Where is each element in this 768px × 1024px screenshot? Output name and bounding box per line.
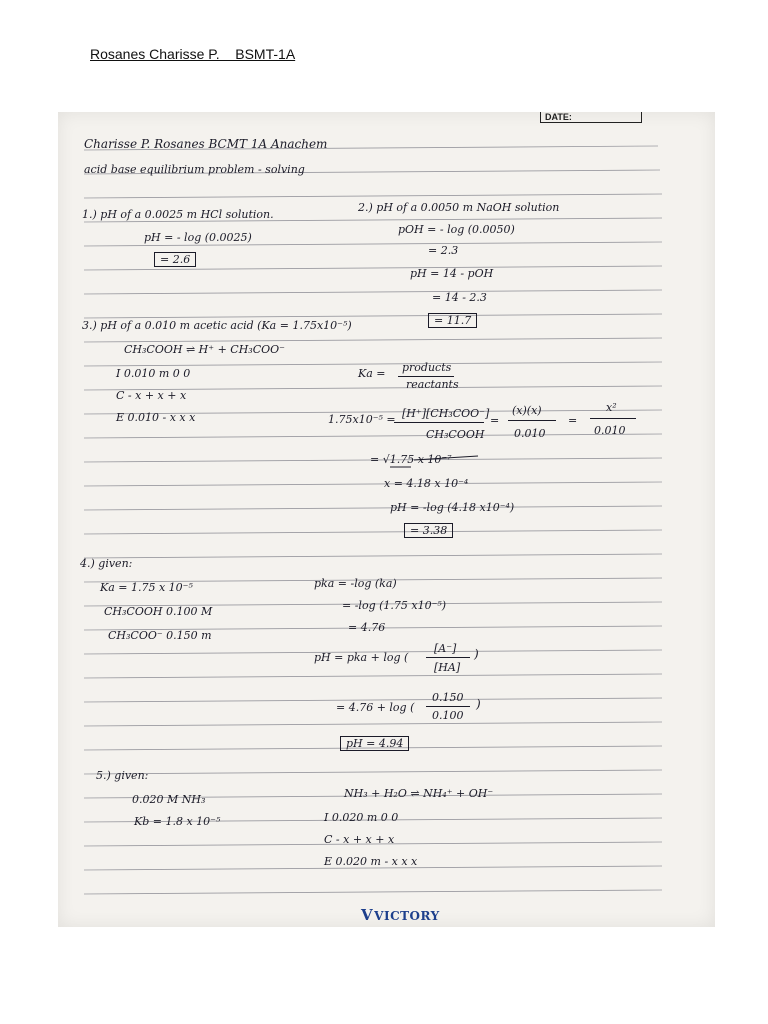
problem-4-step-5-close: ): [476, 697, 481, 711]
problem-5-reaction: NH₃ + H₂O ⇌ NH₄⁺ + OH⁻: [344, 787, 494, 800]
problem-5-ice-change: C - x + x + x: [324, 833, 395, 846]
equation-right-fraction-bar: [590, 418, 636, 419]
problem-2-step-2: = 2.3: [428, 244, 459, 257]
ka-label: Ka =: [358, 367, 386, 380]
victory-v-icon: V: [361, 906, 374, 924]
document-header: Rosanes Charisse P. BSMT-1A: [90, 46, 296, 62]
equation-numerator: [H⁺][CH₃COO⁻]: [402, 407, 490, 420]
equation-mid-denominator: 0.010: [514, 427, 546, 440]
notebook-page-photo: [58, 112, 715, 927]
equation-right-numerator: x²: [606, 401, 617, 414]
equation-fraction-bar: [394, 422, 484, 423]
problem-3-ice-change: C - x + x + x: [116, 389, 187, 402]
problem-5-ice-initial: I 0.020 m 0 0: [324, 811, 399, 824]
equation-right-denominator: 0.010: [594, 424, 626, 437]
problem-5-given-kb: Kb = 1.8 x 10⁻⁵: [134, 815, 221, 828]
problem-2-question: 2.) pH of a 0.0050 m NaOH solution: [358, 201, 560, 214]
problem-1-answer: = 2.6: [154, 252, 196, 267]
problem-4-given-ka: Ka = 1.75 x 10⁻⁵: [100, 581, 193, 594]
problem-3-ph-step: pH = -log (4.18 x10⁻⁴): [390, 501, 515, 514]
problem-4-step-5-numerator: 0.150: [432, 691, 464, 704]
problem-3-question: 3.) pH of a 0.010 m acetic acid (Ka = 1.75x10⁻⁵): [82, 319, 352, 332]
problem-4-answer: pH = 4.94: [340, 736, 409, 751]
note-title: Charisse P. Rosanes BCMT 1A Anachem: [84, 137, 328, 151]
equation-lhs: 1.75x10⁻⁵ =: [328, 413, 396, 426]
equation-equals-1: =: [490, 414, 500, 427]
equation-mid-numerator: (x)(x): [512, 404, 542, 417]
problem-2-answer: = 11.7: [428, 313, 477, 328]
problem-3-x-value: x = 4.18 x 10⁻⁴: [384, 477, 469, 490]
problem-4-step-2: = -log (1.75 x10⁻⁵): [342, 599, 447, 612]
notebook-brand-logo: [361, 906, 440, 924]
ka-denominator: reactants: [406, 378, 459, 391]
problem-2-step-3: pH = 14 - pOH: [410, 267, 494, 280]
equation-denominator: CH₃COOH: [426, 428, 485, 441]
ka-fraction-bar: [398, 376, 454, 377]
ka-numerator: products: [402, 361, 452, 374]
note-subtitle: acid base equilibrium problem - solving: [84, 163, 305, 176]
problem-3-reaction: CH₃COOH ⇌ H⁺ + CH₃COO⁻: [124, 343, 285, 356]
problem-5-question: 5.) given:: [96, 769, 149, 782]
problem-5-ice-equilibrium: E 0.020 m - x x x: [324, 855, 418, 868]
problem-4-question: 4.) given:: [80, 557, 133, 570]
problem-4-step-4-numerator: [A⁻]: [434, 642, 457, 655]
problem-3-ice-equilibrium: E 0.010 - x x x: [116, 411, 196, 424]
problem-4-given-base: CH₃COO⁻ 0.150 m: [108, 629, 212, 642]
problem-1-question: 1.) pH of a 0.0025 m HCl solution.: [82, 208, 274, 221]
problem-4-step-5: = 4.76 + log (: [336, 701, 415, 714]
problem-5-given-concentration: 0.020 M NH₃: [132, 793, 206, 806]
problem-4-step-1: pka = -log (ka): [314, 577, 397, 590]
equation-equals-2: =: [568, 414, 578, 427]
problem-4-step-4: pH = pka + log (: [314, 651, 409, 664]
problem-2-step-1: pOH = - log (0.0050): [398, 223, 515, 236]
problem-3-ice-initial: I 0.010 m 0 0: [116, 367, 191, 380]
problem-4-step-5-denominator: 0.100: [432, 709, 464, 722]
problem-3-answer: = 3.38: [404, 523, 453, 538]
problem-4-step-4-denominator: [HA]: [434, 661, 461, 674]
problem-4-step-5-fraction-bar: [426, 706, 470, 707]
date-box: DATE:: [540, 112, 642, 123]
problem-3-sqrt-step: = √1.75 x 10⁻⁷: [370, 453, 452, 466]
problem-4-step-3: = 4.76: [348, 621, 386, 634]
problem-4-given-acid: CH₃COOH 0.100 M: [104, 605, 213, 618]
problem-1-step: pH = - log (0.0025): [144, 231, 252, 244]
problem-2-step-4: = 14 - 2.3: [432, 291, 487, 304]
brand-text: VICTORY: [374, 909, 440, 923]
equation-mid-fraction-bar: [508, 420, 556, 421]
problem-4-step-4-fraction-bar: [426, 657, 470, 658]
problem-4-step-4-close: ): [474, 647, 479, 661]
